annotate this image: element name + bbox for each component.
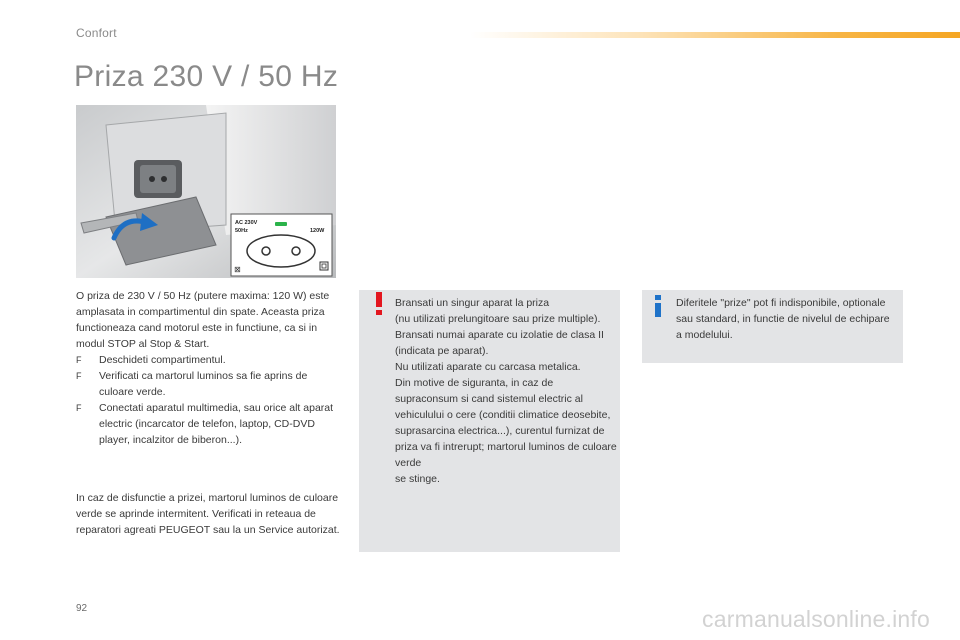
step-text: Deschideti compartimentul.: [99, 354, 226, 366]
socket-outline: [247, 235, 315, 267]
socket-label-hz: 50Hz: [235, 228, 248, 234]
instructions-text: [76, 288, 344, 448]
header-accent-bar: [470, 32, 960, 38]
steps-list: [76, 352, 344, 448]
socket-photo: [76, 105, 336, 278]
list-item: [76, 352, 344, 368]
bullet-glyph: F: [76, 355, 82, 365]
warning-icon: [373, 290, 385, 316]
pin-hole-right: [292, 247, 300, 255]
bullet-glyph: F: [76, 403, 82, 413]
socket-hole-right: [161, 176, 167, 182]
intro-paragraph: O priza de 230 V / 50 Hz (putere maxima: 120 W) este amplasata in compartimentul din spate. Aceasta priza functioneaza cand motorul este in functiune, ca si in modul STOP al Stop & Start.: [76, 290, 330, 350]
indicator-light: [275, 222, 287, 226]
watermark: carmanualsonline.info: [702, 606, 930, 632]
page-title: Priza 230 V / 50 Hz: [74, 60, 339, 93]
pin-hole-left: [262, 247, 270, 255]
info-text: Diferitele "prize" pot fi indisponibile, optionale sau standard, in functie de nivelul de echipare a modelului.: [676, 297, 890, 341]
socket-label-watt: 120W: [310, 228, 325, 234]
step-text: Verificati ca martorul luminos sa fie aprins de culoare verde.: [99, 370, 308, 398]
page-number: 92: [76, 603, 88, 614]
malfunction-text: [76, 490, 344, 538]
section-label: Confort: [76, 26, 117, 40]
bullet-glyph: F: [76, 371, 82, 381]
socket-hole-left: [149, 176, 155, 182]
info-icon: [653, 294, 663, 318]
socket-label-ac: AC 230V: [235, 220, 258, 226]
socket-face: [140, 165, 176, 193]
list-item: [76, 400, 344, 448]
malfunction-paragraph: In caz de disfunctie a prizei, martorul luminos de culoare verde se aprinde intermitent. Verificati in reteaua de reparatori agreati PEUGEOT sau la un Service autorizat.: [76, 492, 340, 536]
waste-bin-symbol: ⊠: [234, 265, 241, 274]
warning-text: Bransati un singur aparat la priza (nu utilizati prelungitoare sau prize multiple). Bransati numai aparate cu izolatie de clasa II (indicata pe aparat). Nu utilizati aparate cu carcasa metalica. Din motive de siguranta, in caz de supraconsum si cand sistemul electric al vehiculului o cere (conditii climatice deosebite, suprasarcina electrica...), curentul furnizat de priza va fi intrerupt; martorul luminos de culoare verde se stinge.: [395, 297, 617, 485]
step-text: Conectati aparatul multimedia, sau orice alt aparat electric (incarcator de telefon, laptop, CD-DVD player, incalzitor de biberon...).: [99, 402, 334, 446]
list-item: [76, 368, 344, 400]
